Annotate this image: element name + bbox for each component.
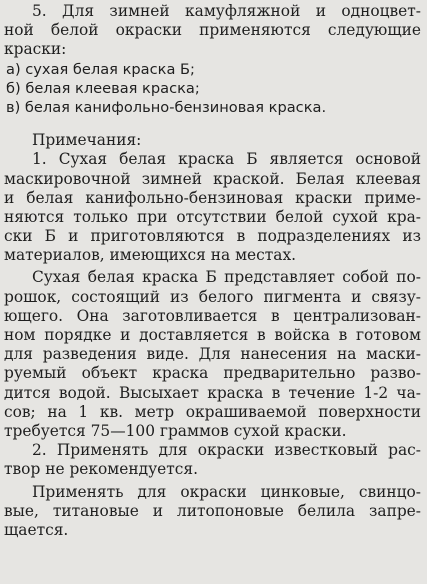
text-line: твор не рекомендуется. [4, 460, 199, 479]
list-item: в) белая канифольно-бензиновая краска. [6, 98, 327, 116]
item-5-paragraph [4, 2, 421, 60]
text-line: ски Б и приготовляются в подразделениях из [4, 227, 421, 246]
text-line: материалов, имеющихся на местах. [4, 246, 297, 265]
text-line: 1. Сухая белая краска Б является основой [32, 150, 421, 169]
list-item: а) сухая белая краска Б; [6, 60, 195, 78]
text-line: ном порядке и доставляется в войска в готовом [4, 326, 421, 344]
text-line: маскировочной зимней краской. Белая клеевая [4, 169, 421, 188]
text-line: Применять для окраски цинковые, свинцо- [32, 482, 421, 501]
text-line: няются только при отсутствии белой сухой кра- [4, 207, 421, 226]
text-line: сов; на 1 кв. метр окрашиваемой поверхности [4, 402, 421, 421]
text-line: и белая канифольно-бензиновая краски приме- [4, 188, 421, 207]
notes-heading: Примечания: [32, 131, 142, 150]
paint-description-paragraph [4, 268, 421, 441]
text-line: 2. Применять для окраски известковый рас- [32, 441, 421, 460]
list-item: б) белая клеевая краска; [6, 79, 200, 97]
text-line: рошок, состоящий из белого пигмента и связу- [4, 287, 421, 306]
text-line: ющего. Она заготовливается в централизован- [4, 306, 421, 325]
text-line: руемый объект краска предварительно разво- [4, 364, 421, 383]
text-line: вые, титановые и литопоновые белила запре- [4, 501, 421, 520]
text-line: краски: [4, 40, 67, 59]
prohibition-paragraph [4, 483, 421, 541]
note-2-paragraph [4, 441, 421, 479]
text-line: требуется 75—100 граммов сухой краски. [4, 421, 347, 440]
text-line: 5. Для зимней камуфляжной и одноцвет- [32, 2, 421, 20]
text-line: щается. [4, 520, 69, 539]
text-line: ной белой окраски применяются следующие [4, 21, 421, 40]
text-line: Сухая белая краска Б представляет собой по- [32, 268, 421, 287]
text-line: для разведения виде. Для нанесения на маски- [4, 345, 421, 364]
note-1-paragraph [4, 150, 421, 265]
document-page [4, 2, 421, 540]
text-line: дится водой. Высыхает краска в течение 1-2 ча- [4, 383, 421, 402]
paint-list [4, 60, 421, 118]
